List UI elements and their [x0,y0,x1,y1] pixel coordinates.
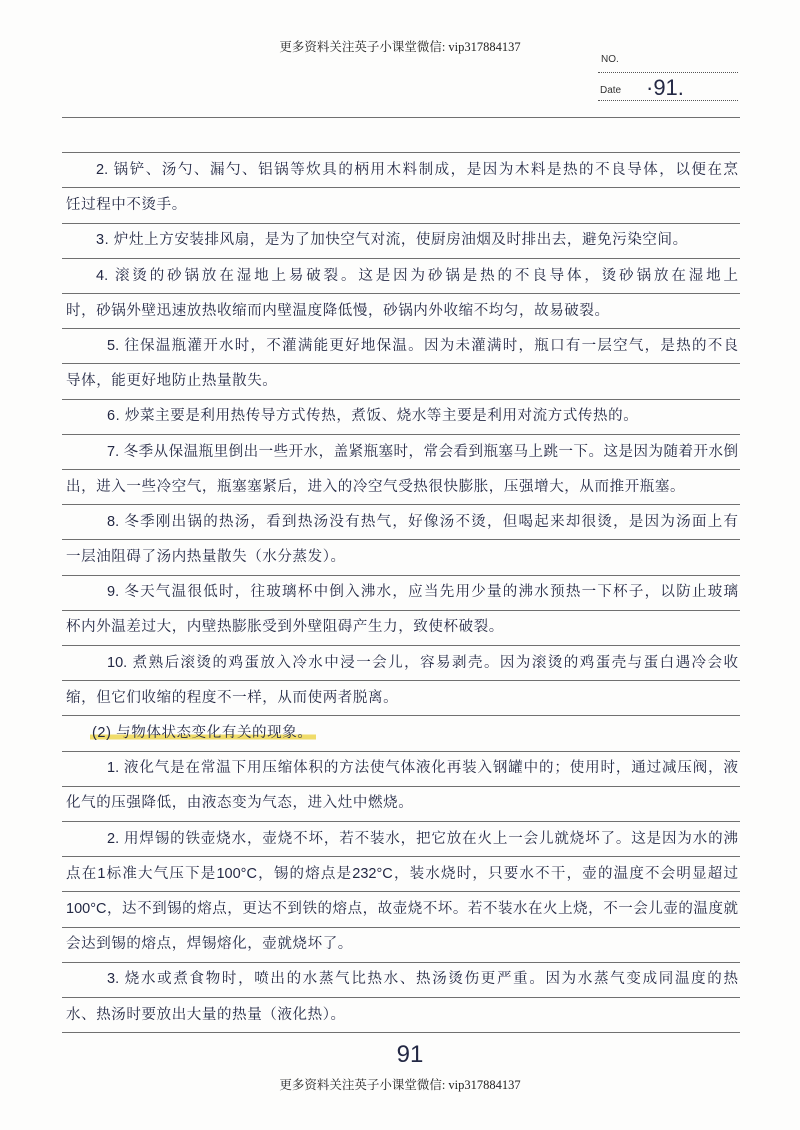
note-line: 缩，但它们收缩的程度不一样，从而使两者脱离。 [66,689,399,706]
note-line: 饪过程中不烫手。 [66,197,187,214]
note-line: 1. 液化气是在常温下用压缩体积的方法使气体液化再装入钢罐中的；使用时，通过减压阀，液 [107,760,738,777]
note-line: 5. 往保温瓶灌开水时，不灌满能更好地保温。因为未灌满时，瓶口有一层空气，是热的不良 [107,337,738,354]
date-value: ·91. [646,75,684,100]
note-line: 10. 煮熟后滚烫的鸡蛋放入冷水中浸一会儿，容易剥壳。因为滚烫的鸡蛋壳与蛋白遇冷会收 [107,654,738,671]
note-line: 7. 冬季从保温瓶里倒出一些开水，盖紧瓶塞时，常会看到瓶塞马上跳一下。这是因为随着开水倒 [107,443,738,460]
header-watermark: 更多资料关注英子小课堂微信: vip317884137 [279,40,521,54]
note-line: 水、热汤时要放出大量的热量（液化热）。 [66,1006,346,1023]
note-line: 点在1标准大气压下是100°C，锡的熔点是232°C，装水烧时，只要水不干，壶的温度不会明显超过 [66,865,738,882]
footer-watermark: 更多资料关注英子小课堂微信: vip317884137 [279,1078,521,1092]
date-label: Date [600,85,622,96]
note-line: 2. 用焊锡的铁壶烧水，壶烧不坏，若不装水，把它放在火上一会儿就烧坏了。这是因为水的沸 [107,830,738,847]
no-label: NO. [601,54,619,65]
note-line: 3. 炉灶上方安装排风扇，是为了加快空气对流，使厨房油烟及时排出去，避免污染空间。 [96,232,688,249]
page-number: 91 [396,1041,424,1068]
note-line: 导体，能更好地防止热量散失。 [66,373,278,390]
section-heading-line [66,715,738,750]
handwritten-notes [66,152,738,1032]
note-line: 一层油阻碍了汤内热量散失（水分蒸发）。 [66,549,346,566]
date-dotted-line [598,100,738,101]
note-line: 8. 冬季刚出锅的热汤，看到热汤没有热气，好像汤不烫，但喝起来却很烫，是因为汤面上有 [107,513,738,530]
note-line: 9. 冬天气温很低时，往玻璃杯中倒入沸水，应当先用少量的沸水预热一下杯子，以防止玻璃 [107,584,738,601]
section-heading: (2) 与物体状态变化有关的现象。 [90,725,316,741]
note-line: 时，砂锅外壁迅速放热收缩而内壁温度降低慢，砂锅内外收缩不均匀，故易破裂。 [66,302,610,319]
ruled-line [62,117,740,118]
note-line: 100°C，达不到锡的熔点，更达不到铁的熔点，故壶烧不坏。若不装水在火上烧，不一会儿壶的温度就 [66,900,738,917]
note-line: 4. 滚烫的砂锅放在湿地上易破裂。这是因为砂锅是热的不良导体，烫砂锅放在湿地上 [96,267,738,284]
ruled-line [62,1032,740,1033]
note-line: 2. 锅铲、汤勺、漏勺、铝锅等炊具的柄用木料制成，是因为木料是热的不良导体，以便在烹 [96,162,738,178]
note-line: 出，进入一些冷空气，瓶塞塞紧后，进入的冷空气受热很快膨胀，压强增大，从而推开瓶塞。 [66,478,686,495]
note-line: 化气的压强降低，由液态变为气态，进入灶中燃烧。 [66,795,414,812]
note-line: 3. 烧水或煮食物时，喷出的水蒸气比热水、热汤烫伤更严重。因为水蒸气变成同温度的热 [107,971,738,988]
note-line: 杯内外温差过大，内壁热膨胀受到外壁阻碍产生力，致使杯破裂。 [66,619,504,636]
no-dotted-line [598,72,738,73]
note-line: 会达到锡的熔点，焊锡熔化，壶就烧坏了。 [66,936,353,953]
note-line: 6. 炒菜主要是利用热传导方式传热，煮饭、烧水等主要是利用对流方式传热的。 [107,408,639,425]
